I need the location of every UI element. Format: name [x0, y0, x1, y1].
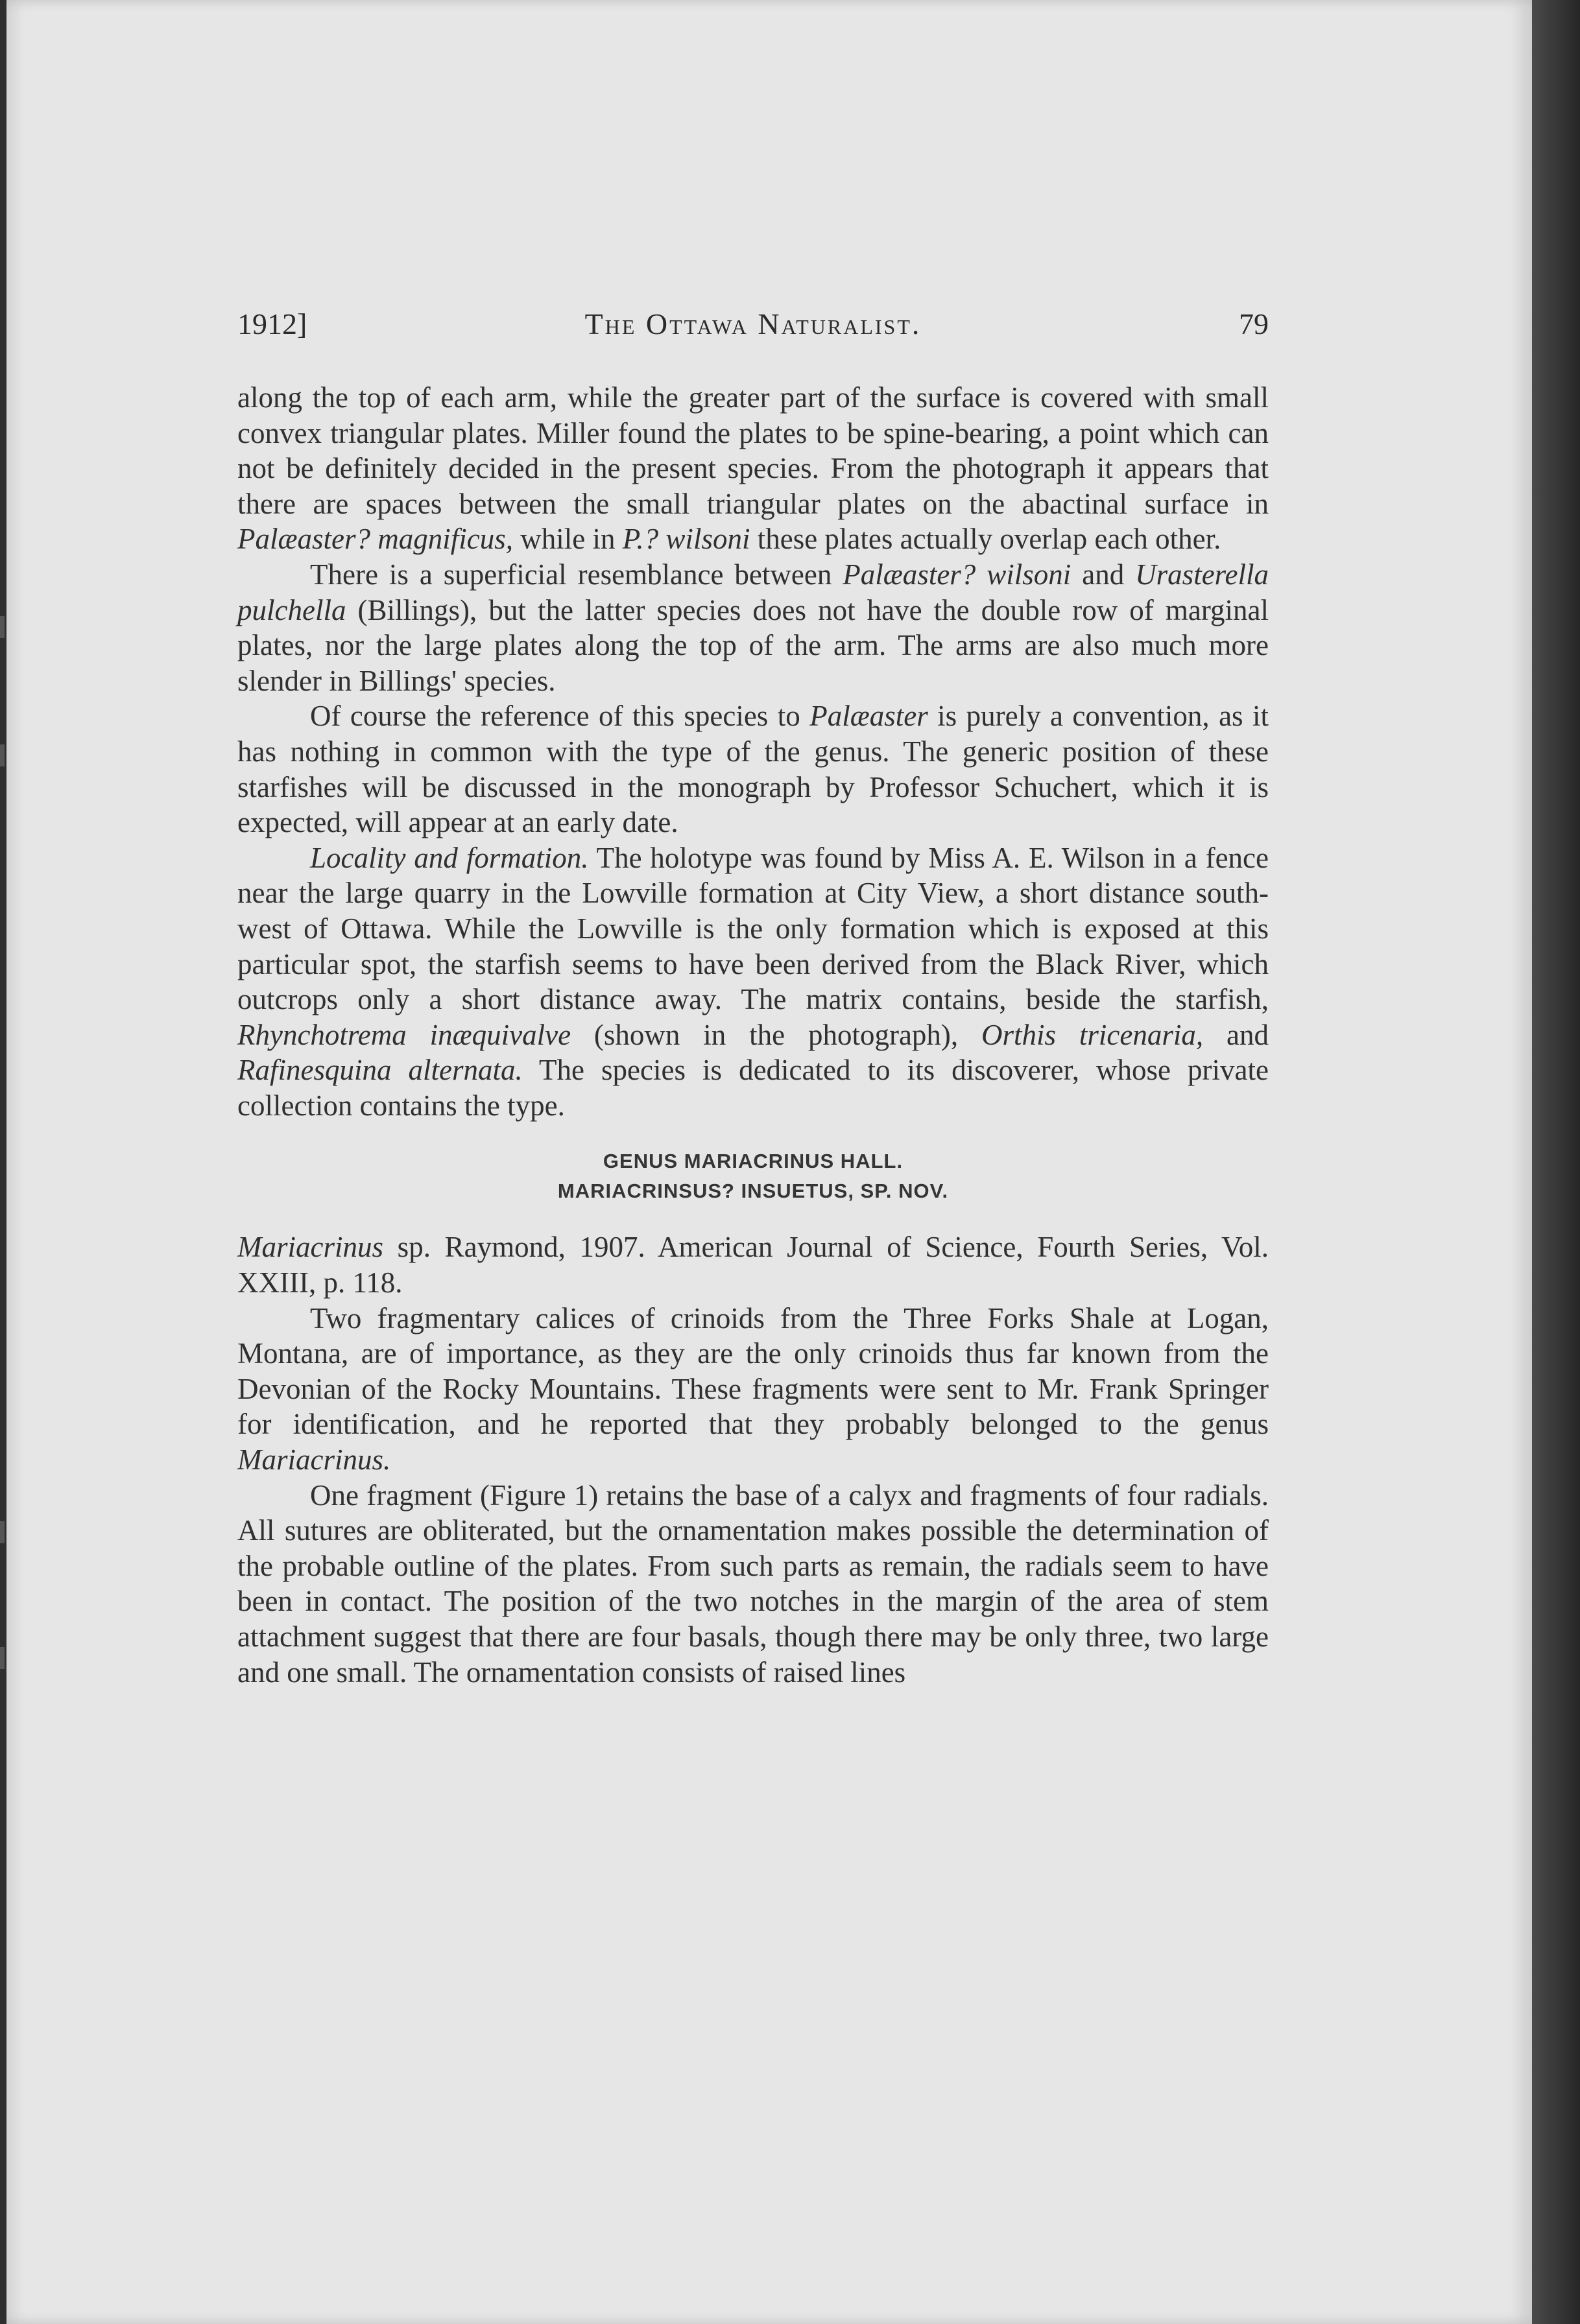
- species-heading: MARIACRINSUS? INSUETUS, SP. NOV.: [557, 1180, 949, 1203]
- page-number: 79: [1239, 307, 1269, 340]
- genus-name: Mariacrinus: [237, 1231, 383, 1264]
- paragraph: [237, 1478, 1269, 1690]
- species-name: Rafinesquina alternata.: [237, 1054, 523, 1087]
- text-run: is purely a convention, as it has nothing in common with the type of the genus. The generic position of these starfishes will be discussed in the monograph by Professor Schuchert, which it is expected, will appear at an early date.: [237, 700, 1269, 839]
- binding-mark: [0, 1521, 5, 1543]
- species-name: Palæaster? wilsoni: [843, 558, 1071, 591]
- text-run: (shown in the photograph),: [571, 1018, 982, 1051]
- paragraph: [237, 840, 1269, 1124]
- synonymy-citation: [237, 1229, 1269, 1300]
- paragraph: [237, 557, 1269, 698]
- body-text: [237, 380, 1269, 1690]
- paragraph: [237, 698, 1269, 840]
- paragraph: [237, 1301, 1269, 1478]
- text-run: along the top of each arm, while the greater part of the surface is covered with small convex triangular plates. Miller found the plates to be spine-bearing, a point which can not be definitely decided in the present species. From the photograph it appears that there are spaces between the small triangular plates on the abactinal surface in: [237, 381, 1269, 520]
- text-run: Two fragmentary calices of crinoids from the Three Forks Shale at Logan, Montana, are of importance, as they are the only crinoids thus far known from the Devonian of the Rocky Mountains. These fragments were sent to Mr. Frank Springer for identification, and he reported that they probably belonged to the genus: [237, 1301, 1269, 1441]
- paragraph-continued: [237, 380, 1269, 557]
- genus-name: Mariacrinus.: [237, 1443, 391, 1476]
- text-run: and: [1071, 558, 1136, 591]
- binding-mark: [0, 616, 5, 638]
- text-run: sp. Raymond, 1907. American Journal of Science, Fourth Series, Vol. XXIII, p. 118.: [237, 1231, 1269, 1299]
- genus-heading: GENUS MARIACRINUS HALL.: [603, 1150, 904, 1173]
- text-run: these plates actually overlap each other.: [750, 523, 1221, 556]
- species-name: Palæaster? magnificus,: [237, 523, 513, 556]
- binding-mark: [0, 1647, 5, 1669]
- text-run: There is a superficial resemblance between: [310, 558, 843, 591]
- text-run: The holotype was found by Miss A. E. Wilson in a fence near the large quarry in the Lowville formation at City View, a short distance south-west of Ottawa. While the Lowville is the only formation which is exposed at this particular spot, the starfish seems to have been derived from the Black River, which outcrops only a short distance away. The matrix contains, beside the starfish,: [237, 841, 1269, 1016]
- genus-name: Palæaster: [809, 700, 928, 733]
- species-name: Orthis tricenaria,: [981, 1018, 1204, 1051]
- text-run: The species is dedicated to its discoverer, whose private collection contains the type.: [237, 1054, 1269, 1122]
- species-name: Rhynchotrema inæquivalve: [237, 1018, 571, 1051]
- text-run: and: [1203, 1018, 1269, 1051]
- book-edge-shadow: [1532, 0, 1580, 2324]
- binding-mark: [0, 744, 5, 766]
- header-year: 1912]: [237, 307, 307, 340]
- running-header: [237, 303, 1269, 345]
- subsection-label: Locality and formation.: [310, 841, 589, 874]
- text-run: Of course the reference of this species to: [310, 700, 810, 733]
- header-journal-title: The Ottawa Naturalist.: [584, 307, 922, 340]
- text-run: One fragment (Figure 1) retains the base of a calyx and fragments of four radials. All sutures are obliterated, but the ornamentation makes possible the determination of the probable outline of the plates. From such parts as remain, the radials seem to have been in contact. The position of the two notches in the margin of the area of stem attachment suggest that there are four basals, though there may be only three, two large and one small. The ornamentation consists of raised lines: [237, 1478, 1269, 1689]
- text-run: (Billings), but the latter species does not have the double row of marginal plates, nor the large plates along the top of the arm. The arms are also much more slender in Billings' species.: [237, 593, 1269, 697]
- species-name: Urasterella pulchella: [237, 558, 1269, 626]
- species-name: P.? wilsoni: [622, 523, 750, 556]
- text-run: while in: [513, 523, 623, 556]
